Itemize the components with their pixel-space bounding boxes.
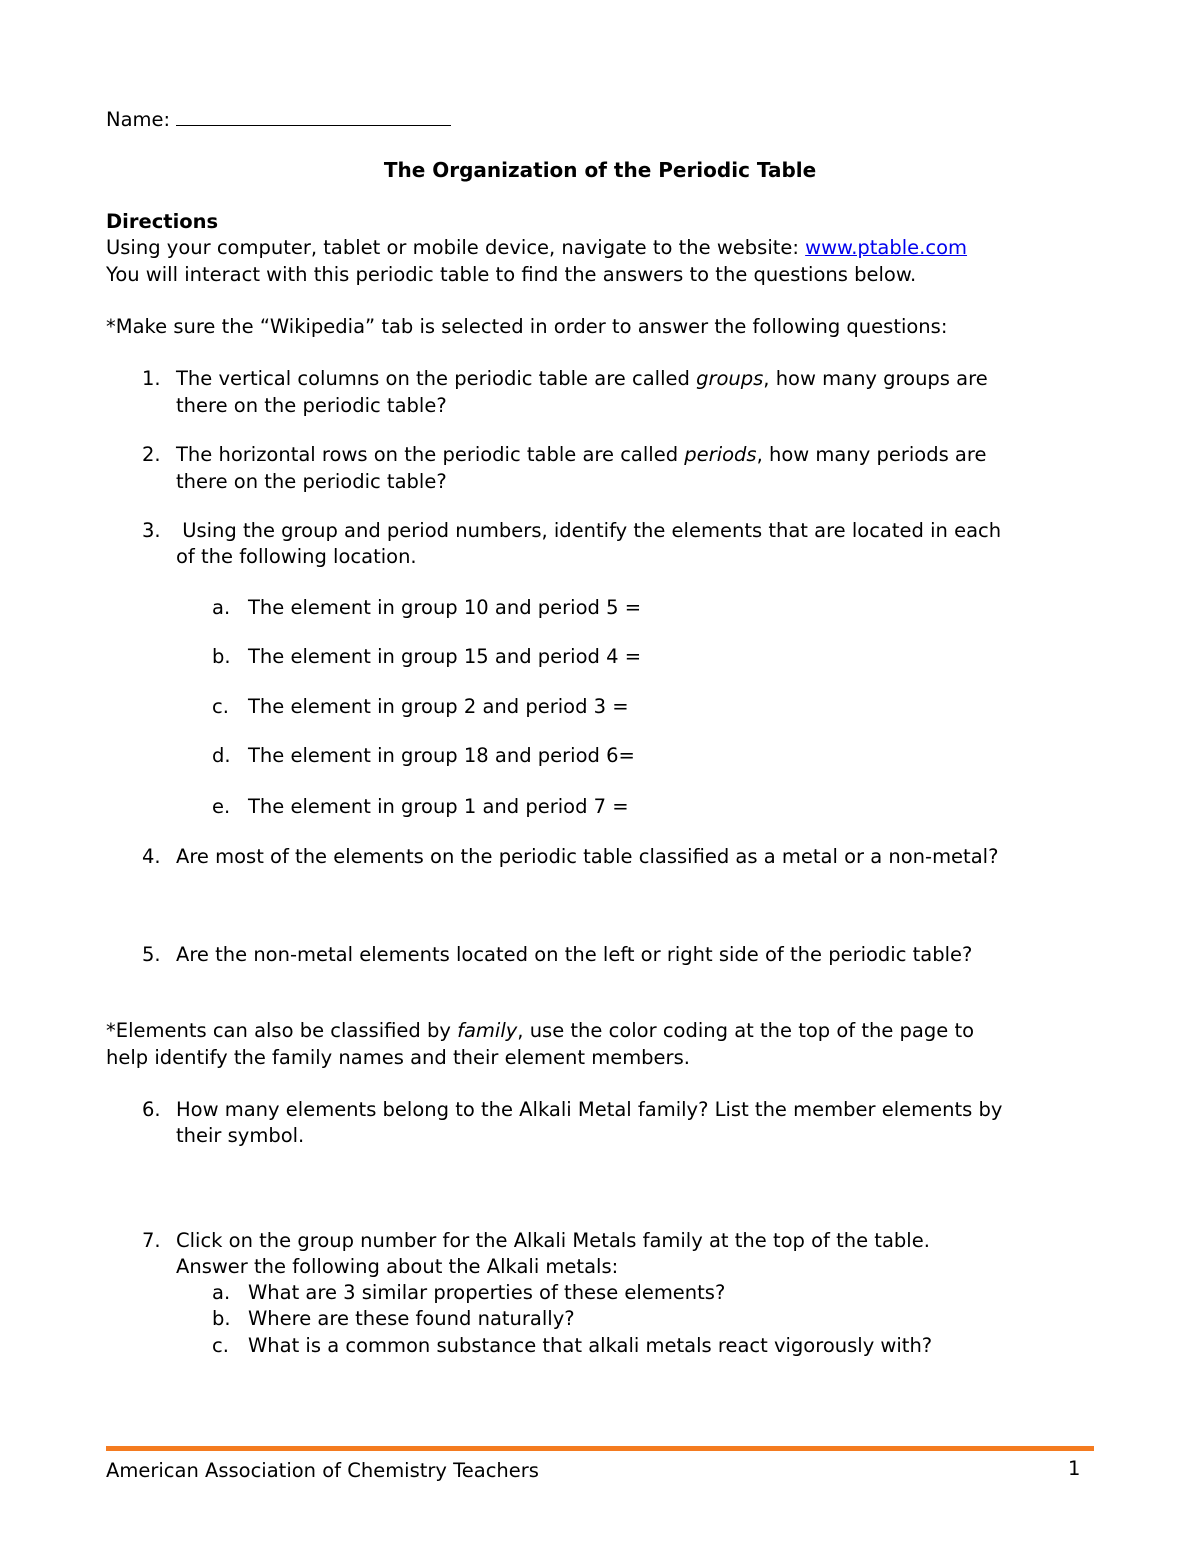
question-3-item-text: The element in group 1 and period 7 =	[248, 795, 629, 818]
question-3-item-letter: d.	[212, 744, 231, 767]
question-2-text-b: , how many periods are	[756, 443, 987, 466]
question-7-item	[212, 1334, 932, 1357]
question-3-item	[212, 795, 629, 818]
question-3-item-letter: a.	[212, 596, 231, 619]
question-3-item	[212, 695, 629, 718]
question-5-text: Are the non-metal elements located on the left or right side of the periodic table?	[176, 943, 973, 966]
question-1-text-b: , how many groups are	[763, 367, 988, 390]
question-7-text: Click on the group number for the Alkali Metals family at the top of the table.	[176, 1229, 930, 1252]
question-2	[142, 443, 986, 466]
question-7-item-letter: a.	[212, 1281, 231, 1304]
question-3-text: Using the group and period numbers, identify the elements that are located in each	[176, 519, 1002, 542]
name-label: Name:	[106, 108, 171, 131]
question-2-text-a: The horizontal rows on the periodic table are called	[176, 443, 685, 466]
question-7-item-letter: b.	[212, 1307, 231, 1330]
question-3-item-text: The element in group 15 and period 4 =	[248, 645, 642, 668]
directions-line-1	[106, 236, 967, 259]
question-6-text: How many elements belong to the Alkali Metal family? List the member elements by	[176, 1098, 1003, 1121]
name-field[interactable]	[106, 107, 451, 131]
family-note-emphasis: family	[457, 1019, 518, 1042]
question-4-text: Are most of the elements on the periodic table classified as a metal or a non-metal?	[176, 845, 999, 868]
page-number: 1	[1068, 1457, 1081, 1480]
question-1-line-2: there on the periodic table?	[176, 394, 447, 417]
question-7-line-2: Answer the following about the Alkali metals:	[176, 1255, 619, 1278]
question-5	[142, 943, 972, 966]
directions-heading: Directions	[106, 210, 219, 233]
question-3	[142, 519, 1001, 542]
question-7-item-text: What are 3 similar properties of these elements?	[248, 1281, 726, 1304]
footer-organization: American Association of Chemistry Teachers	[106, 1459, 539, 1482]
question-4-number: 4.	[142, 845, 161, 868]
question-3-item	[212, 596, 641, 619]
question-6-number: 6.	[142, 1098, 161, 1121]
question-2-line-2: there on the periodic table?	[176, 470, 447, 493]
question-3-number: 3.	[142, 519, 161, 542]
question-7-number: 7.	[142, 1229, 161, 1252]
question-1-text-a: The vertical columns on the periodic table are called	[176, 367, 697, 390]
directions-line-2: You will interact with this periodic table to find the answers to the questions below.	[106, 263, 917, 286]
question-7-item-text: What is a common substance that alkali metals react vigorously with?	[248, 1334, 933, 1357]
directions-line-1-text: Using your computer, tablet or mobile device, navigate to the website:	[106, 236, 806, 259]
question-7-item	[212, 1307, 575, 1330]
name-blank-line[interactable]	[176, 107, 451, 126]
family-note-line-1	[106, 1019, 974, 1042]
question-3-item-text: The element in group 18 and period 6=	[248, 744, 635, 767]
question-7-item-text: Where are these found naturally?	[248, 1307, 575, 1330]
family-note-line-2: help identify the family names and their element members.	[106, 1046, 690, 1069]
question-2-number: 2.	[142, 443, 161, 466]
question-3-item-letter: e.	[212, 795, 231, 818]
page-title: The Organization of the Periodic Table	[383, 158, 817, 182]
question-1-number: 1.	[142, 367, 161, 390]
family-note-text-b: , use the color coding at the top of the page to	[517, 1019, 975, 1042]
question-3-item-text: The element in group 10 and period 5 =	[248, 596, 642, 619]
question-3-item	[212, 744, 635, 767]
footer-rule	[106, 1446, 1094, 1451]
question-1-emphasis: groups	[696, 367, 764, 390]
question-3-item-letter: b.	[212, 645, 231, 668]
question-2-emphasis: periods	[684, 443, 757, 466]
question-7	[142, 1229, 930, 1252]
question-7-item-letter: c.	[212, 1334, 229, 1357]
ptable-link[interactable]: www.ptable.com	[805, 236, 968, 259]
question-3-item-letter: c.	[212, 695, 229, 718]
question-6-line-2: their symbol.	[176, 1124, 305, 1147]
question-4	[142, 845, 998, 868]
question-3-line-2: of the following location.	[176, 545, 417, 568]
question-3-item-text: The element in group 2 and period 3 =	[248, 695, 629, 718]
question-3-item	[212, 645, 641, 668]
question-1	[142, 367, 988, 390]
wikipedia-tab-note: *Make sure the “Wikipedia” tab is selected in order to answer the following questions:	[106, 315, 948, 338]
question-7-item	[212, 1281, 725, 1304]
family-note-text-a: *Elements can also be classified by	[106, 1019, 458, 1042]
question-5-number: 5.	[142, 943, 161, 966]
question-6	[142, 1098, 1002, 1121]
